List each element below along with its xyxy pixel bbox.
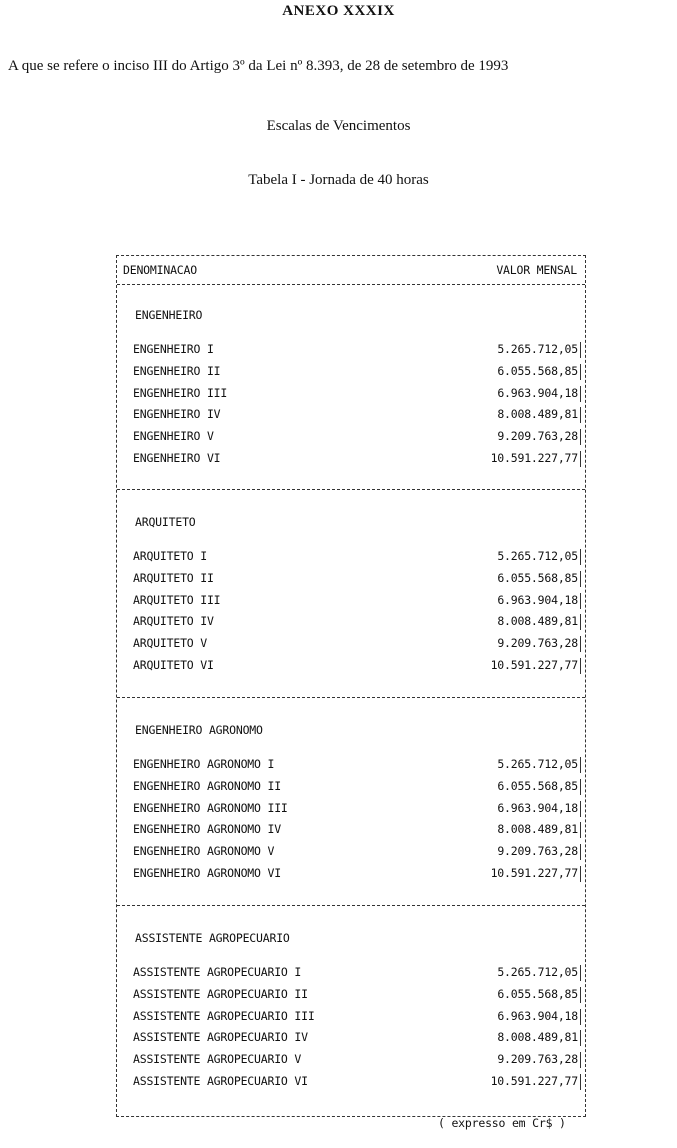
table-row	[117, 1009, 585, 1027]
row-denominacao: ASSISTENTE AGROPECUARIO II	[133, 986, 308, 1001]
row-denominacao: ARQUITETO III	[133, 592, 221, 607]
table-row	[117, 822, 585, 840]
table-row	[117, 386, 585, 404]
table-row	[117, 614, 585, 632]
table-row	[117, 593, 585, 611]
row-valor-mensal: 6.055.568,85	[497, 571, 581, 587]
table-row	[117, 407, 585, 425]
table-row	[117, 866, 585, 884]
row-denominacao: ENGENHEIRO I	[133, 342, 214, 356]
row-valor-mensal: 9.209.763,28	[497, 429, 581, 445]
row-denominacao: ENGENHEIRO AGRONOMO VI	[133, 866, 281, 880]
group-separator	[117, 489, 585, 490]
row-denominacao: ARQUITETO IV	[133, 614, 214, 629]
column-header-denominacao: DENOMINACAO	[123, 263, 197, 277]
row-valor-mensal: 10.591.227,77	[491, 1074, 581, 1090]
row-denominacao: ENGENHEIRO III	[133, 385, 228, 400]
row-denominacao: ENGENHEIRO AGRONOMO II	[133, 778, 281, 793]
row-valor-mensal: 6.963.904,18	[497, 1009, 581, 1025]
row-valor-mensal: 10.591.227,77	[491, 658, 581, 674]
row-valor-mensal: 6.963.904,18	[497, 386, 581, 402]
group-separator	[117, 697, 585, 698]
row-denominacao: ASSISTENTE AGROPECUARIO I	[133, 965, 302, 979]
row-denominacao: ENGENHEIRO VI	[133, 451, 221, 465]
row-valor-mensal: 10.591.227,77	[491, 866, 581, 882]
row-valor-mensal: 10.591.227,77	[491, 451, 581, 467]
row-denominacao: ASSISTENTE AGROPECUARIO V	[133, 1052, 302, 1067]
row-denominacao: ENGENHEIRO AGRONOMO I	[133, 757, 275, 771]
table-row	[117, 1074, 585, 1092]
table-row	[117, 779, 585, 797]
table-row	[117, 451, 585, 469]
row-denominacao: ENGENHEIRO AGRONOMO IV	[133, 822, 281, 837]
group-title: ENGENHEIRO AGRONOMO	[135, 723, 263, 737]
row-valor-mensal: 8.008.489,81	[497, 614, 581, 630]
table-row	[117, 571, 585, 589]
table-row	[117, 1030, 585, 1048]
table-row	[117, 342, 585, 360]
row-denominacao: ENGENHEIRO AGRONOMO V	[133, 844, 275, 859]
row-denominacao: ASSISTENTE AGROPECUARIO IV	[133, 1030, 308, 1045]
table-row	[117, 549, 585, 567]
row-valor-mensal: 9.209.763,28	[497, 1052, 581, 1068]
row-valor-mensal: 8.008.489,81	[497, 822, 581, 838]
row-valor-mensal: 6.963.904,18	[497, 801, 581, 817]
row-denominacao: ARQUITETO VI	[133, 658, 214, 672]
row-valor-mensal: 8.008.489,81	[497, 1030, 581, 1046]
row-valor-mensal: 9.209.763,28	[497, 636, 581, 652]
row-denominacao: ARQUITETO I	[133, 549, 207, 563]
group-separator	[117, 905, 585, 906]
row-denominacao: ARQUITETO V	[133, 636, 207, 651]
law-reference: A que se refere o inciso III do Artigo 3º da Lei nº 8.393, de 28 de setembro de 1993	[8, 58, 509, 74]
row-valor-mensal: 6.055.568,85	[497, 987, 581, 1003]
table-row	[117, 844, 585, 862]
table-row	[117, 636, 585, 654]
table-row	[117, 965, 585, 983]
table-row	[117, 429, 585, 447]
row-denominacao: ENGENHEIRO AGRONOMO III	[133, 800, 288, 815]
group-title: ENGENHEIRO	[135, 308, 203, 322]
row-valor-mensal: 5.265.712,05	[497, 757, 581, 773]
row-denominacao: ENGENHEIRO II	[133, 363, 221, 378]
table-row	[117, 658, 585, 676]
row-valor-mensal: 9.209.763,28	[497, 844, 581, 860]
row-valor-mensal: 5.265.712,05	[497, 342, 581, 358]
row-denominacao: ASSISTENTE AGROPECUARIO VI	[133, 1074, 308, 1088]
row-denominacao: ENGENHEIRO IV	[133, 407, 221, 422]
row-valor-mensal: 8.008.489,81	[497, 407, 581, 423]
table-row	[117, 364, 585, 382]
salary-table	[116, 255, 586, 1117]
row-denominacao: ENGENHEIRO V	[133, 429, 214, 444]
table-row	[117, 1052, 585, 1070]
group-title: ASSISTENTE AGROPECUARIO	[135, 931, 290, 945]
row-denominacao: ASSISTENTE AGROPECUARIO III	[133, 1008, 315, 1023]
row-valor-mensal: 5.265.712,05	[497, 965, 581, 981]
row-denominacao: ARQUITETO II	[133, 570, 214, 585]
table-title: Tabela I - Jornada de 40 horas	[248, 172, 429, 188]
table-row	[117, 801, 585, 819]
table-row	[117, 757, 585, 775]
group-title: ARQUITETO	[135, 515, 196, 529]
table-header	[117, 256, 585, 285]
row-valor-mensal: 6.055.568,85	[497, 364, 581, 380]
section-title: Escalas de Vencimentos	[266, 118, 411, 134]
row-valor-mensal: 6.963.904,18	[497, 593, 581, 609]
column-header-valor-mensal: VALOR MENSAL	[496, 263, 577, 277]
table-row	[117, 987, 585, 1005]
annex-title: ANEXO XXXIX	[282, 3, 395, 19]
row-valor-mensal: 5.265.712,05	[497, 549, 581, 565]
row-valor-mensal: 6.055.568,85	[497, 779, 581, 795]
currency-footnote: ( expresso em Cr$ )	[438, 1116, 566, 1130]
